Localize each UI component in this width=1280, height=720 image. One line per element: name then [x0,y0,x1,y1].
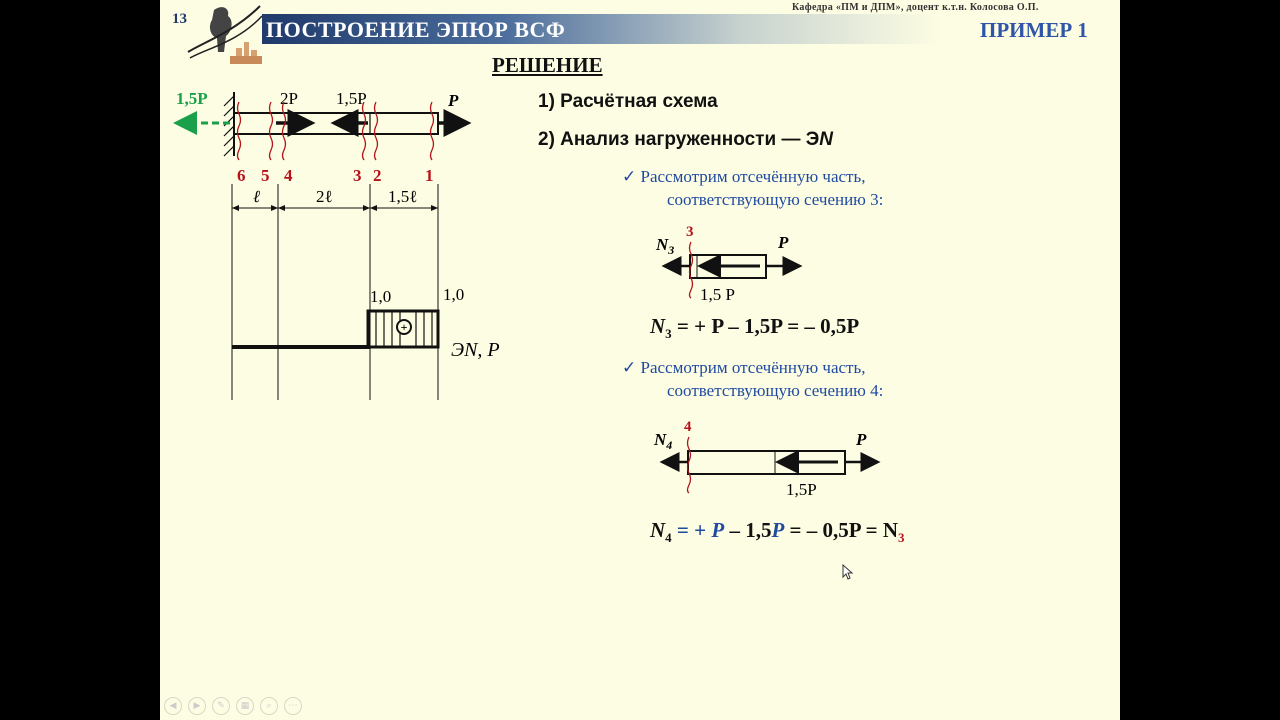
checkmark-icon: ✓ [622,167,637,186]
section-6: 6 [237,166,246,185]
section-4: 4 [284,166,293,185]
slide-title: ПОСТРОЕНИЕ ЭПЮР ВСФ [266,17,566,42]
step-1: 1) Расчётная схема [538,91,718,112]
plus-sign: + [400,320,408,334]
svg-text:1,5P: 1,5P [786,480,817,499]
wall-hatch [224,96,234,156]
cut3-diagram [650,220,820,310]
checkmark-icon: ✓ [622,358,637,377]
section-3: 3 [353,166,362,185]
extension-lines [232,184,438,400]
check-cut3: ✓ Рассмотрим отсечённую часть, соответствующую сечению 3: [622,167,884,209]
slide-number: 13 [172,11,187,27]
slide [160,0,1120,720]
step-2: 2) Анализ нагруженности — ЭN [538,129,833,150]
pen-icon[interactable]: ✎ [212,697,230,715]
section-5: 5 [261,166,270,185]
logo-icon [184,2,264,72]
svg-text:4: 4 [684,419,692,435]
section-numbers [237,166,434,185]
solution-heading: РЕШЕНИЕ [492,53,603,77]
diagram-value-left: 1,0 [370,287,392,306]
more-icon[interactable]: ⋯ [284,697,302,715]
diagram-label: ЭN, P [451,339,500,361]
force-15p-label: 1,5P [336,89,367,108]
cut4-diagram [650,415,890,505]
svg-text:P: P [856,430,867,449]
diagram-value-right: 1,0 [443,285,465,304]
slides-icon[interactable]: ▦ [236,697,254,715]
svg-text:1,5 P: 1,5 P [700,285,735,304]
check-cut4: ✓ Рассмотрим отсечённую часть, соответствующую сечению 4: [622,358,884,400]
dim-l: ℓ [253,187,261,206]
formula-n3: $N_3$ = + P – 1,5P = – 0,5P [650,314,860,342]
force-p-label: P [448,91,459,110]
svg-text:N4: $N_4$ [654,430,673,452]
svg-text:P: P [778,233,789,252]
dim-15l: 1,5ℓ [388,187,418,206]
department-label: Кафедра «ПМ и ДПМ», доцент к.т.н. Колосова О.П. [792,2,1039,13]
zoom-icon[interactable]: ⌕ [260,697,278,715]
svg-text:3: 3 [686,224,694,240]
next-icon[interactable]: ▶ [188,697,206,715]
example-label: ПРИМЕР 1 [980,18,1088,42]
reaction-label: 1,5P [176,89,208,108]
force-2p-label: 2P [280,89,298,108]
svg-text:N3: $N_3$ [656,235,675,257]
design-scheme [160,80,540,410]
cursor-icon [842,564,854,580]
dim-2l: 2ℓ [316,187,333,206]
section-2: 2 [373,166,382,185]
section-1: 1 [425,166,434,185]
formula-n4: $N_4$ = + P – 1,5P = – $0,5P = N_3$ [650,518,905,546]
prev-icon[interactable]: ◀ [164,697,182,715]
